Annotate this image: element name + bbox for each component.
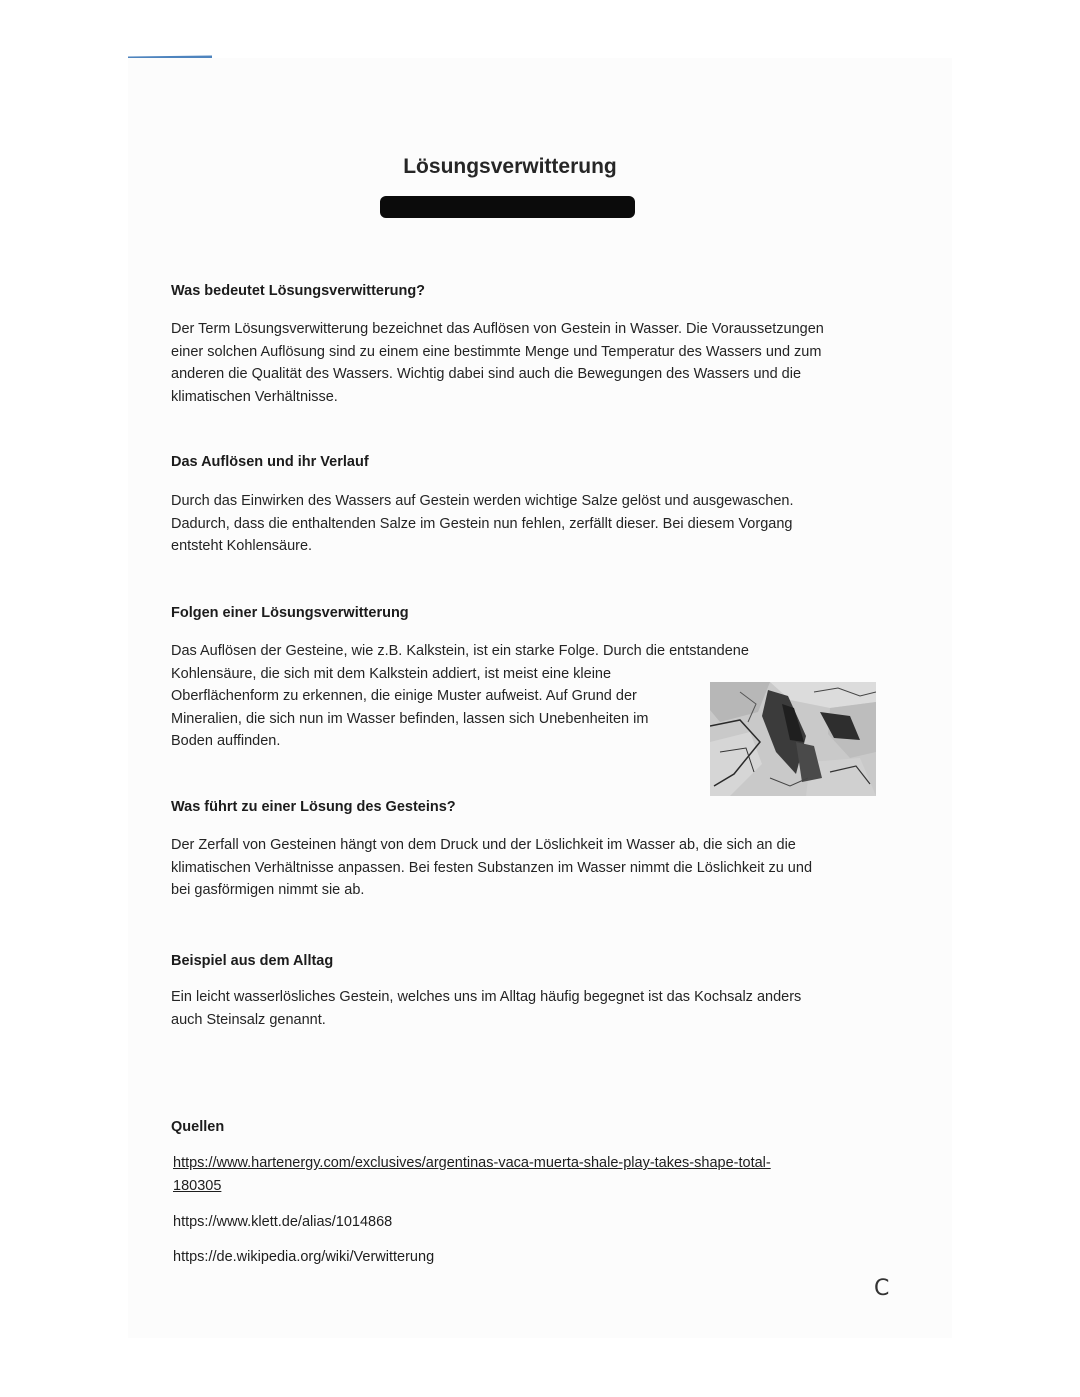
source-link-hartenergy-continued[interactable]: 180305 [173, 1178, 222, 1194]
section-text-consequences [171, 640, 749, 753]
section-text-example [171, 986, 801, 1031]
text-line: Das Auflösen der Gesteine, wie z.B. Kalkstein, ist ein starke Folge. Durch die entstandene [171, 643, 749, 659]
text-line: Dadurch, dass die enthaltenden Salze im Gestein nun fehlen, zerfällt dieser. Bei diesem Vorgang [171, 515, 793, 532]
text-line: bei gasförmigen nimmt sie ab. [171, 882, 365, 898]
text-line: auch Steinsalz genannt. [171, 1011, 326, 1028]
text-line: Ein leicht wasserlösliches Gestein, welches uns im Alltag häufig begegnet ist das Kochsalz anders [171, 989, 802, 1005]
section-heading-example: Beispiel aus dem Alltag [171, 953, 334, 969]
section-heading-consequences: Folgen einer Lösungsverwitterung [171, 605, 409, 621]
text-line: Mineralien, die sich nun im Wasser befinden, lassen sich Unebenheiten im [171, 710, 649, 727]
rock-surface-drawing [710, 682, 876, 796]
section-text-causes [171, 834, 812, 902]
section-heading-process: Das Auflösen und ihr Verlauf [171, 454, 369, 470]
rock-surface-image [710, 682, 876, 796]
section-text-definition [171, 318, 824, 408]
redacted-author-bar [380, 196, 635, 218]
section-heading-causes: Was führt zu einer Lösung des Gesteins? [171, 799, 456, 815]
text-line: Der Zerfall von Gesteinen hängt von dem Druck und der Löslichkeit im Wasser ab, die sich an die [171, 837, 796, 853]
text-line: Der Term Lösungsverwitterung bezeichnet das Auflösen von Gestein in Wasser. Die Voraussetzungen [171, 321, 824, 337]
text-line: entsteht Kohlensäure. [171, 538, 313, 554]
text-line: Oberflächenform zu erkennen, die einige Muster aufweist. Auf Grund der [171, 688, 637, 704]
text-line: einer solchen Auflösung sind zu einem eine bestimmte Menge und Temperatur des Wassers und zum [171, 343, 822, 360]
source-link-klett[interactable]: https://www.klett.de/alias/1014868 [173, 1214, 393, 1230]
text-line: Durch das Einwirken des Wassers auf Gestein werden wichtige Salze gelöst und ausgewaschen. [171, 493, 794, 509]
text-line: anderen die Qualität des Wassers. Wichtig dabei sind auch die Bewegungen des Wassers und die [171, 366, 802, 382]
text-line: Boden auffinden. [171, 733, 281, 749]
source-link-hartenergy[interactable]: https://www.hartenergy.com/exclusives/argentinas-vaca-muerta-shale-play-takes-shape-total- [173, 1155, 771, 1171]
handwritten-corner-mark: C [874, 1276, 890, 1301]
text-line: Kohlensäure, die sich mit dem Kalkstein addiert, ist meist eine kleine [171, 665, 612, 682]
source-link-wikipedia[interactable]: https://de.wikipedia.org/wiki/Verwitterung [173, 1249, 435, 1265]
sources-heading: Quellen [171, 1119, 225, 1135]
section-text-process [171, 490, 793, 558]
page-title: Lösungsverwitterung [403, 155, 617, 178]
section-heading-definition: Was bedeutet Lösungsverwitterung? [171, 283, 426, 299]
text-line: klimatischen Verhältnisse. [171, 388, 338, 405]
text-line: klimatischen Verhältnisse anpassen. Bei festen Substanzen im Wasser nimmt die Löslichkeit zu und [171, 859, 813, 876]
